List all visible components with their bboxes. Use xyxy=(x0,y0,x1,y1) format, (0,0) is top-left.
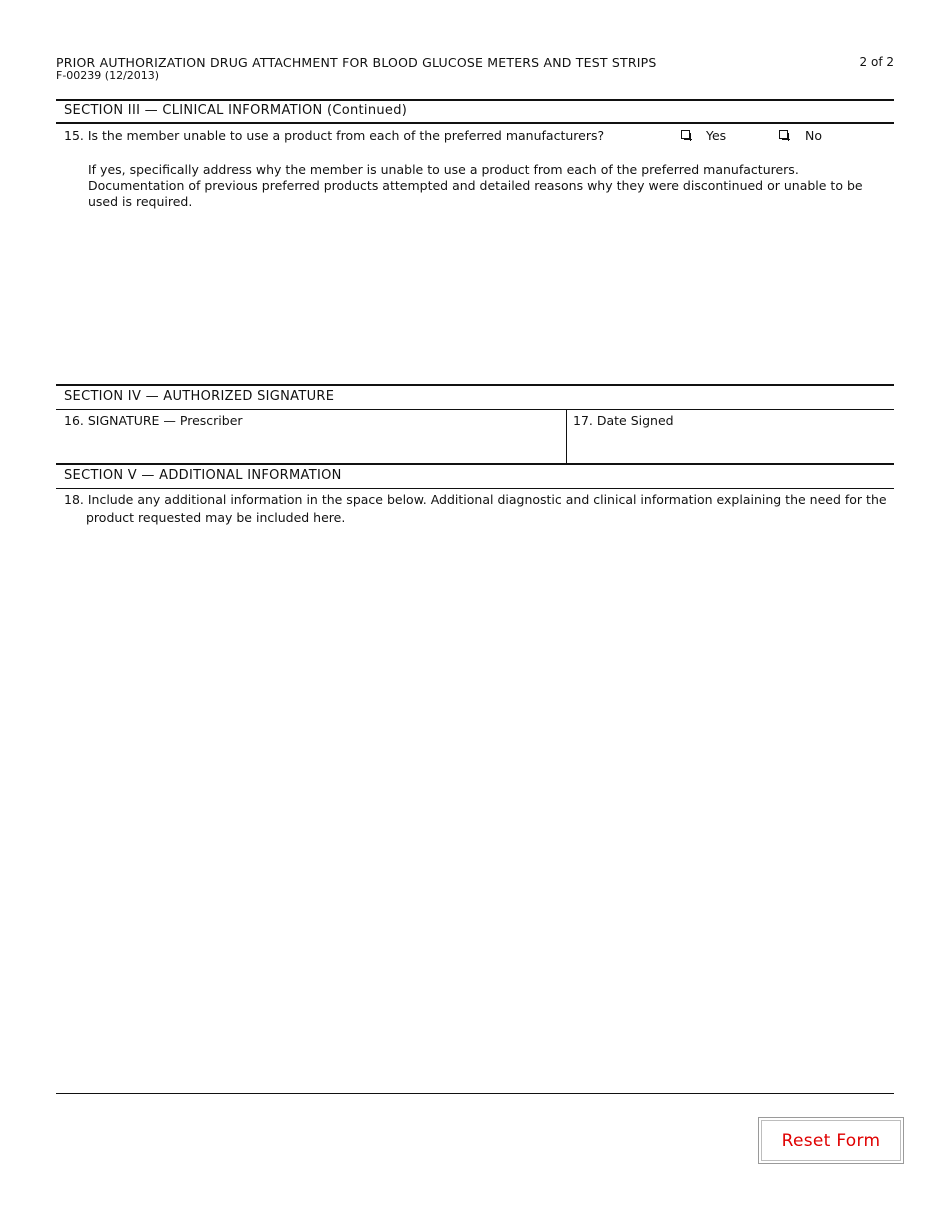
section-3-title: SECTION III — CLINICAL INFORMATION (Continued) xyxy=(64,103,408,118)
section-4-title: SECTION IV — AUTHORIZED SIGNATURE xyxy=(64,389,335,404)
form-title: PRIOR AUTHORIZATION DRUG ATTACHMENT FOR BLOOD GLUCOSE METERS AND TEST STRIPS xyxy=(56,55,657,70)
additional-information-field[interactable] xyxy=(64,534,892,1088)
q15-yes-checkbox[interactable] xyxy=(681,130,690,139)
form-number: F-00239 (12/2013) xyxy=(56,69,160,82)
section-4-top-rule xyxy=(56,384,894,386)
q15-no-checkbox[interactable] xyxy=(779,130,788,139)
q15-explanation-field[interactable] xyxy=(88,200,892,382)
section-5-top-rule xyxy=(56,463,894,465)
reset-form-button[interactable]: Reset Form xyxy=(761,1120,901,1161)
question-15-label: 15. Is the member unable to use a product from each of the preferred manufacturers? xyxy=(64,128,605,143)
q15-instructions: If yes, specifically address why the member is unable to use a product from each of the preferred manufacturers. Documentation of previous preferred products attempted and detailed reasons why they were discontinued or unable to be used is required. xyxy=(88,162,863,209)
signature-divider xyxy=(566,410,567,463)
page-number: 2 of 2 xyxy=(859,55,894,69)
date-signed-label: 17. Date Signed xyxy=(573,413,674,428)
signature-field[interactable] xyxy=(64,432,563,460)
q15-yes-label: Yes xyxy=(706,128,727,143)
section-5-title-rule xyxy=(56,488,894,489)
section-3-top-rule xyxy=(56,99,894,101)
signature-label: 16. SIGNATURE — Prescriber xyxy=(64,413,243,428)
section-4-title-rule xyxy=(56,409,894,410)
date-signed-field[interactable] xyxy=(573,432,892,460)
form-bottom-rule xyxy=(56,1093,894,1094)
q15-no-label: No xyxy=(805,128,822,143)
section-5-title: SECTION V — ADDITIONAL INFORMATION xyxy=(64,468,342,483)
section-3-title-rule xyxy=(56,122,894,124)
reset-form-frame xyxy=(758,1117,904,1164)
question-18-label: 18. Include any additional information in the space below. Additional diagnostic and clinical information explaining the need for the product requested may be included here. xyxy=(64,492,887,525)
